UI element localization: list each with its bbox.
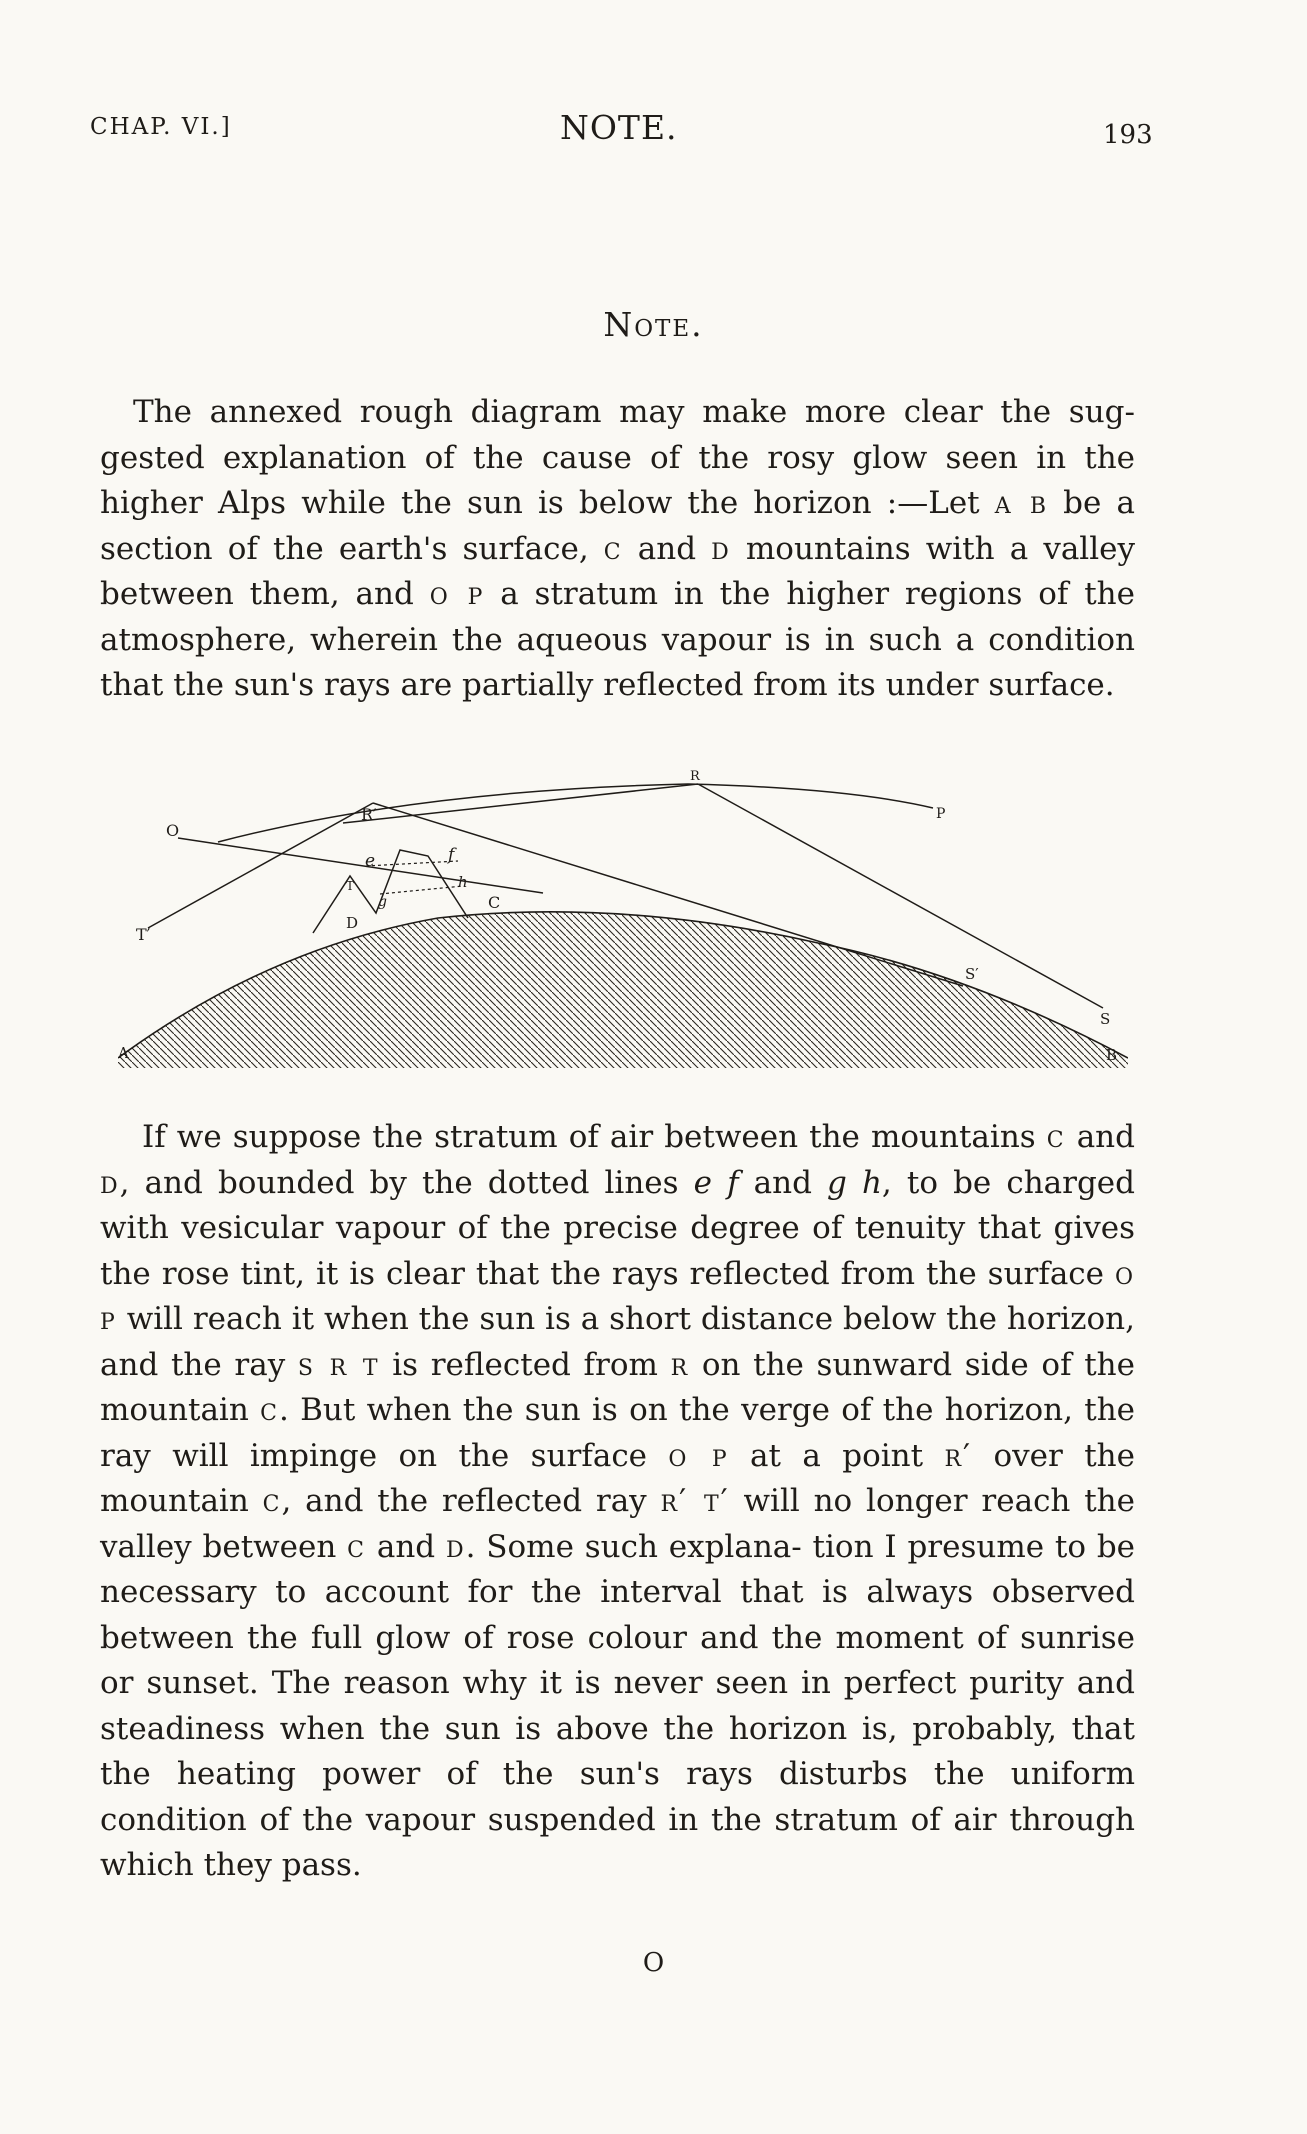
label-s: S: [1100, 1010, 1111, 1028]
letter-ref: c: [603, 530, 623, 567]
ray-o-to-s-prime: [178, 838, 543, 893]
letter-ref: s r t: [297, 1346, 380, 1383]
text-run: and: [622, 530, 712, 567]
text-run: on the sunward side of the mountain: [100, 1346, 1135, 1428]
italic-ref: e f: [693, 1164, 739, 1201]
text-run: over the mountain: [100, 1437, 1135, 1519]
text-run: will no longer reach the valley between: [100, 1483, 1135, 1565]
letter-ref: c: [1046, 1119, 1066, 1155]
letter-ref: r: [670, 1346, 690, 1383]
italic-ref: g h: [827, 1164, 882, 1201]
letter-ref: d: [711, 530, 731, 567]
text-run: , and the reflected ray: [281, 1483, 661, 1519]
signature-mark: O: [642, 1948, 665, 1978]
ray-r-prime-t-prime: [148, 803, 376, 928]
label-b: B: [1106, 1046, 1118, 1064]
label-h: h: [458, 873, 468, 891]
note-heading: Note.: [603, 305, 704, 344]
chapter-label: CHAP. VI.]: [90, 114, 232, 140]
ray-incoming-r: [343, 784, 698, 823]
text-run: mountains with a valley between them, and: [100, 530, 1135, 612]
running-header: [0, 108, 1307, 158]
text-run: If we suppose the stratum of air between the mountains: [142, 1119, 1047, 1155]
text-run: . Some such explana- tion I presume to be necessary to account for the interval that is always observed between the full glow of rose colour and the moment of sunrise or sunset. The reason why it is never seen in perfect purity and steadiness when the sun is above the horizon is, probably, that the heating power of the sun's rays disturbs the uniform condition of the vapour suspended in the stratum of air through which they pass.: [100, 1528, 1136, 1883]
label-r-prime: R′: [361, 805, 377, 824]
letter-ref: c: [260, 1392, 279, 1428]
label-t: T: [346, 879, 355, 893]
text-run: is reflected from: [379, 1346, 671, 1383]
text-run: at a point: [728, 1437, 945, 1474]
text-run: a stratum in the higher regions of the atmosphere, wherein the aqueous vapour is in such a condition that the sun's rays are partially reflected from its under surface.: [100, 576, 1135, 703]
dotted-line-ef: [366, 861, 458, 866]
running-title: NOTE.: [560, 108, 678, 147]
label-p: P: [936, 806, 946, 822]
letter-ref: d: [100, 1164, 120, 1201]
paragraph-intro: [100, 390, 1135, 709]
letter-ref: c: [347, 1528, 367, 1565]
text-run: The annexed rough diagram may make more clear the sug- gested explanation of the cause of the rosy glow seen in the higher Alps while the sun is below the horizon :—Let: [100, 394, 1135, 521]
label-s-prime: S′: [965, 965, 979, 983]
paragraph-explanation: [100, 1115, 1135, 1889]
letter-ref: a b: [994, 485, 1048, 521]
letter-ref: o p: [668, 1437, 729, 1474]
text-run: , and bounded by the dotted lines: [119, 1164, 694, 1201]
label-r: R: [690, 769, 700, 784]
label-c: C: [488, 893, 501, 912]
text-run: and: [366, 1528, 446, 1565]
label-f: f: [448, 845, 455, 865]
letter-ref: c: [262, 1483, 282, 1519]
text-run: . But when the sun is on the verge of the horizon, the ray will impinge on the surface: [100, 1392, 1135, 1474]
label-d: D: [346, 914, 359, 932]
label-t-prime: T′: [136, 925, 151, 944]
letter-ref: o p: [429, 576, 485, 612]
label-g: g: [378, 894, 387, 910]
letter-ref: r′ t′: [660, 1483, 730, 1519]
label-a: A: [118, 1044, 129, 1062]
text-run: and: [738, 1164, 828, 1201]
text-run: be a section of the earth's surface,: [100, 485, 1135, 567]
text-run: will reach it when the sun is a short distance below the horizon, and the ray: [100, 1301, 1135, 1383]
letter-ref: o p: [100, 1255, 1135, 1337]
letter-ref: r′: [944, 1437, 973, 1474]
stratum-op-line: [218, 784, 933, 842]
label-o: O: [166, 821, 180, 840]
label-e: e: [365, 851, 376, 871]
page-number: 193: [1103, 120, 1153, 150]
text-run: and: [1065, 1119, 1135, 1155]
reflection-diagram: [118, 768, 1128, 1068]
letter-ref: d: [445, 1528, 466, 1565]
text-run: , to be charged with vesicular vapour of the precise degree of tenuity that gives the rose tint, it is clear that the rays reflected from the surface: [100, 1164, 1136, 1292]
